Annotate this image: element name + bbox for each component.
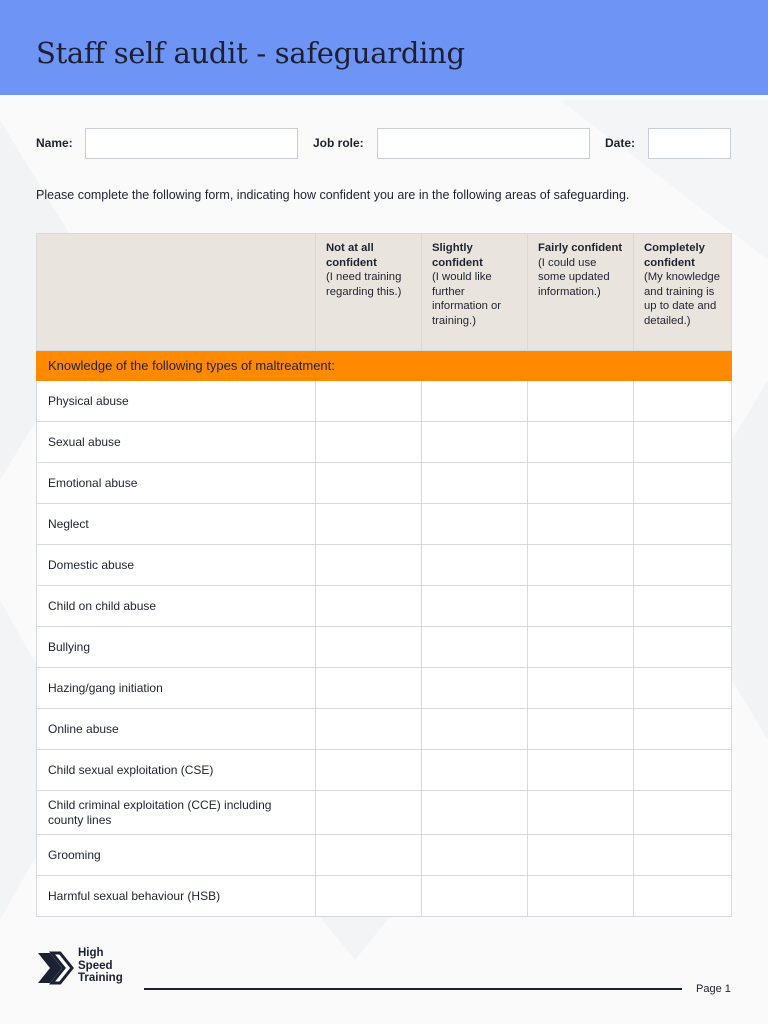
table-row xyxy=(37,876,732,917)
column-title: Completely confident xyxy=(644,242,705,269)
name-field[interactable] xyxy=(85,128,298,159)
rating-cell[interactable] xyxy=(316,709,422,750)
table-header-row xyxy=(37,234,732,351)
rating-cell[interactable] xyxy=(422,545,528,586)
rating-cell[interactable] xyxy=(634,545,732,586)
column-description: (I need training regarding this.) xyxy=(326,271,402,298)
rating-cell[interactable] xyxy=(634,750,732,791)
rating-cell[interactable] xyxy=(528,627,634,668)
rating-cell[interactable] xyxy=(422,586,528,627)
rating-cell[interactable] xyxy=(316,545,422,586)
rating-cell[interactable] xyxy=(634,668,732,709)
item-label: Harmful sexual behaviour (HSB) xyxy=(37,876,316,917)
rating-cell[interactable] xyxy=(422,835,528,876)
rating-cell[interactable] xyxy=(634,463,732,504)
job-role-label: Job role: xyxy=(313,136,364,150)
rating-cell[interactable] xyxy=(528,463,634,504)
table-row xyxy=(37,835,732,876)
logo-line: Speed xyxy=(78,959,113,972)
rating-cell[interactable] xyxy=(528,504,634,545)
table-row xyxy=(37,586,732,627)
footer-divider xyxy=(144,988,682,990)
column-title: Fairly confident xyxy=(538,242,623,254)
rating-cell[interactable] xyxy=(316,791,422,835)
item-label: Online abuse xyxy=(37,709,316,750)
rating-cell[interactable] xyxy=(634,835,732,876)
rating-cell[interactable] xyxy=(528,586,634,627)
logo-line: High xyxy=(78,947,104,959)
item-label: Child on child abuse xyxy=(37,586,316,627)
rating-cell[interactable] xyxy=(528,545,634,586)
date-label: Date: xyxy=(605,136,636,150)
item-label: Child criminal exploitation (CCE) including county lines xyxy=(37,791,316,835)
rating-cell[interactable] xyxy=(316,876,422,917)
logo-chevron-icon xyxy=(36,949,74,987)
rating-cell[interactable] xyxy=(316,627,422,668)
table-row xyxy=(37,422,732,463)
item-label: Physical abuse xyxy=(37,381,316,422)
rating-cell[interactable] xyxy=(634,791,732,835)
intro-text: Please complete the following form, indicating how confident you are in the following areas of safeguarding. xyxy=(36,188,630,202)
table-row xyxy=(37,668,732,709)
job-role-field[interactable] xyxy=(377,128,590,159)
rating-cell[interactable] xyxy=(528,835,634,876)
rating-cell[interactable] xyxy=(422,709,528,750)
table-row xyxy=(37,504,732,545)
date-field[interactable] xyxy=(648,128,731,159)
table-row xyxy=(37,709,732,750)
table-row xyxy=(37,750,732,791)
item-label: Grooming xyxy=(37,835,316,876)
table-row xyxy=(37,381,732,422)
table-row xyxy=(37,627,732,668)
rating-cell[interactable] xyxy=(316,586,422,627)
rating-cell[interactable] xyxy=(422,791,528,835)
rating-cell[interactable] xyxy=(422,463,528,504)
rating-cell[interactable] xyxy=(634,709,732,750)
rating-cell[interactable] xyxy=(634,381,732,422)
column-header-not-confident xyxy=(316,234,422,351)
rating-cell[interactable] xyxy=(422,504,528,545)
rating-cell[interactable] xyxy=(316,504,422,545)
page-title: Staff self audit - safeguarding xyxy=(36,36,465,70)
column-title: Slightly confident xyxy=(432,242,483,269)
item-label: Hazing/gang initiation xyxy=(37,668,316,709)
item-label: Domestic abuse xyxy=(37,545,316,586)
table-row xyxy=(37,791,732,835)
rating-cell[interactable] xyxy=(634,586,732,627)
item-label: Emotional abuse xyxy=(37,463,316,504)
rating-cell[interactable] xyxy=(528,876,634,917)
column-description: (I would like further information or training.) xyxy=(432,271,502,327)
rating-cell[interactable] xyxy=(316,835,422,876)
column-title: Not at all confident xyxy=(326,242,377,269)
page-number: Page 1 xyxy=(696,983,731,995)
rating-cell[interactable] xyxy=(634,422,732,463)
table-row xyxy=(37,463,732,504)
rating-cell[interactable] xyxy=(316,668,422,709)
rating-cell[interactable] xyxy=(528,381,634,422)
column-header-slightly-confident xyxy=(422,234,528,351)
header-blank-cell xyxy=(37,234,316,351)
logo-wordmark xyxy=(78,947,123,985)
rating-cell[interactable] xyxy=(528,709,634,750)
rating-cell[interactable] xyxy=(422,750,528,791)
rating-cell[interactable] xyxy=(634,876,732,917)
rating-cell[interactable] xyxy=(316,750,422,791)
column-header-fairly-confident xyxy=(528,234,634,351)
rating-cell[interactable] xyxy=(422,627,528,668)
section-header-row xyxy=(37,351,732,381)
item-label: Neglect xyxy=(37,504,316,545)
rating-cell[interactable] xyxy=(634,504,732,545)
rating-cell[interactable] xyxy=(422,381,528,422)
page-header xyxy=(0,0,768,95)
rating-cell[interactable] xyxy=(422,422,528,463)
column-description: (I could use some updated information.) xyxy=(538,256,610,298)
item-label: Sexual abuse xyxy=(37,422,316,463)
audit-table xyxy=(36,233,732,917)
item-label: Child sexual exploitation (CSE) xyxy=(37,750,316,791)
table-row xyxy=(37,545,732,586)
column-description: (My knowledge and training is up to date and detailed.) xyxy=(644,271,720,327)
rating-cell[interactable] xyxy=(528,422,634,463)
rating-cell[interactable] xyxy=(316,422,422,463)
rating-cell[interactable] xyxy=(528,668,634,709)
high-speed-training-logo xyxy=(36,946,146,988)
item-rows xyxy=(37,381,732,917)
rating-cell[interactable] xyxy=(528,750,634,791)
section-title: Knowledge of the following types of maltreatment: xyxy=(37,351,732,381)
rating-cell[interactable] xyxy=(422,876,528,917)
item-label: Bullying xyxy=(37,627,316,668)
name-label: Name: xyxy=(36,136,73,150)
rating-cell[interactable] xyxy=(634,627,732,668)
rating-cell[interactable] xyxy=(528,791,634,835)
rating-cell[interactable] xyxy=(316,463,422,504)
details-fields xyxy=(36,128,732,159)
logo-line: Training xyxy=(78,972,123,984)
rating-cell[interactable] xyxy=(422,668,528,709)
rating-cell[interactable] xyxy=(316,381,422,422)
column-header-completely-confident xyxy=(634,234,732,351)
